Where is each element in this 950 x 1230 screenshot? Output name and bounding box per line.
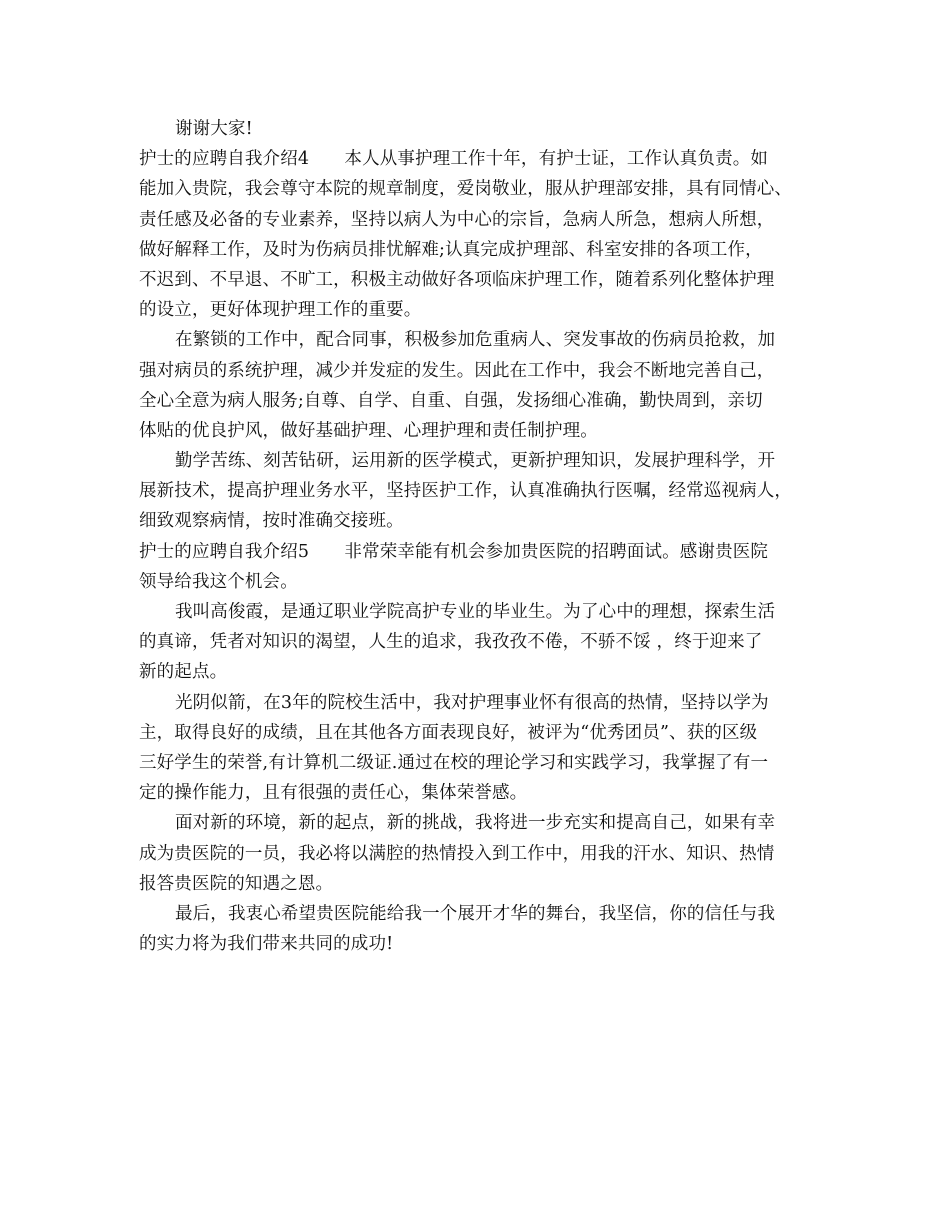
text-line: 光阴似箭，在3年的院校生活中，我对护理事业怀有很高的热情，坚持以学为 <box>175 692 769 713</box>
text-line: 全心全意为病人服务;自尊、自学、自重、自强，发扬细心准确，勤快周到，亲切 <box>139 390 763 411</box>
text-line: 定的操作能力，且有很强的责任心，集体荣誉感。 <box>139 783 528 804</box>
text-line: 在繁锁的工作中，配合同事，积极参加危重病人、突发事故的伤病员抢救，加 <box>175 330 776 351</box>
text-line: 报答贵医院的知遇之恩。 <box>139 873 334 894</box>
text-line: 的真谛，凭者对知识的渴望，人生的追求，我孜孜不倦，不骄不馁 ，终于迎来了 <box>139 632 763 653</box>
text-line: 展新技术，提高护理业务水平，坚持医护工作，认真准确执行医嘱，经常巡视病人， <box>139 481 793 502</box>
text-line: 强对病员的系统护理，减少并发症的发生。因此在工作中，我会不断地完善自己， <box>139 360 775 381</box>
text-line: 勤学苦练、刻苦钻研，运用新的医学模式，更新护理知识，发展护理科学，开 <box>175 451 776 472</box>
text-line: 的实力将为我们带来共同的成功! <box>139 934 394 955</box>
text-line: 体贴的优良护风，做好基础护理、心理护理和责任制护理。 <box>139 420 598 441</box>
text-line: 细致观察病情，按时准确交接班。 <box>139 511 404 532</box>
text-line: 新的起点。 <box>139 662 228 683</box>
text-line: 能加入贵院，我会尊守本院的规章制度，爱岗敬业，服从护理部安排，具有同情心、 <box>139 179 793 200</box>
text-line: 最后，我衷心希望贵医院能给我一个展开才华的舞台，我坚信，你的信任与我 <box>175 903 776 924</box>
text-line: 我叫高俊霞，是通辽职业学院高护专业的毕业生。为了心中的理想，探索生活 <box>175 602 776 622</box>
text-line: 成为贵医院的一员，我必将以满腔的热情投入到工作中，用我的汗水、知识、热情 <box>139 843 775 864</box>
text-line: 的设立，更好体现护理工作的重要。 <box>139 300 422 321</box>
text-line: 三好学生的荣誉,有计算机二级证.通过在校的理论学习和实践学习，我掌握了有一 <box>139 752 769 773</box>
text-line: 护士的应聘自我介绍4 本人从事护理工作十年，有护士证，工作认真负责。如 <box>139 149 769 170</box>
text-line: 主，取得良好的成绩，且在其他各方面表现良好，被评为“优秀团员”、获的区级 <box>139 722 758 743</box>
text-line: 做好解释工作，及时为伤病员排忧解难;认真完成护理部、科室安排的各项工作， <box>139 239 763 260</box>
document-body <box>139 114 829 959</box>
text-line: 领导给我这个机会。 <box>139 571 298 592</box>
text-line: 责任感及必备的专业素养，坚持以病人为中心的宗旨，急病人所急，想病人所想， <box>139 209 775 230</box>
text-line: 谢谢大家! <box>175 119 253 139</box>
text-line: 面对新的环境，新的起点，新的挑战，我将进一步充实和提高自己，如果有幸 <box>175 813 776 834</box>
text-line: 护士的应聘自我介绍5 非常荣幸能有机会参加贵医院的招聘面试。感谢贵医院 <box>139 541 769 562</box>
text-line: 不迟到、不早退、不旷工，积极主动做好各项临床护理工作，随着系列化整体护理 <box>139 269 775 290</box>
